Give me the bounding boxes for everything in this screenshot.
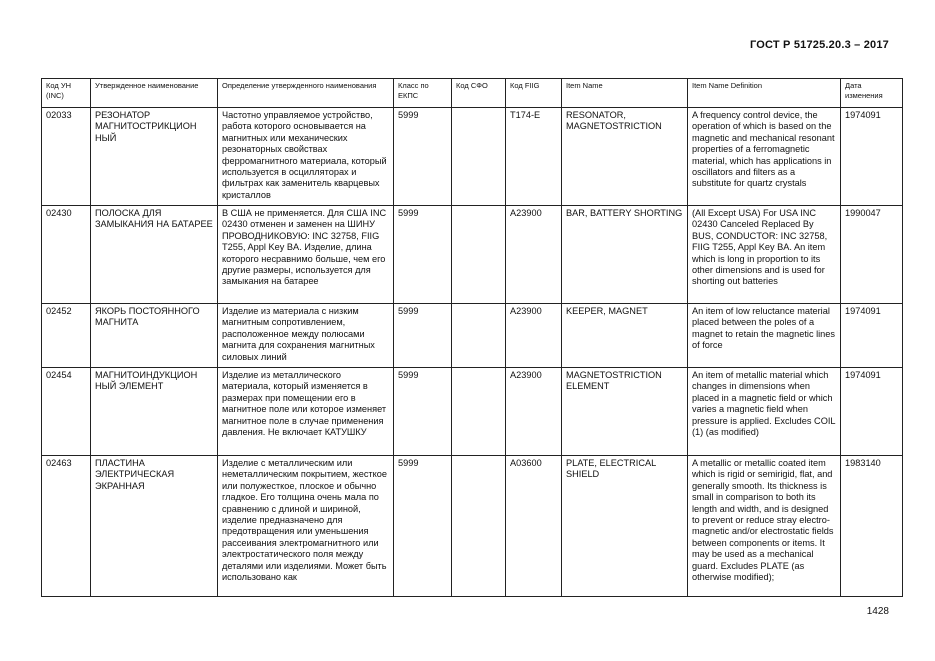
cell-sfo <box>452 456 506 597</box>
col-header-inc: Код УН (INC) <box>42 79 91 108</box>
cell-item-def: An item of metallic material which changes in dimensions when placed in a magnetic field or which varies a magnetic field when pressure is applied. Excludes COIL (1) (as modified) <box>688 368 841 456</box>
col-header-item-def: Item Name Definition <box>688 79 841 108</box>
cell-inc: 02454 <box>42 368 91 456</box>
cell-name-ru: РЕЗОНАТОР МАГНИТОСТРИКЦИОН НЫЙ <box>91 108 218 206</box>
cell-fiig: A23900 <box>506 368 562 456</box>
cell-item-def: A metallic or metallic coated item which is rigid or semirigid, flat, and generally smooth. Its thickness is small in comparison to both its length and width, and is designed to prevent or reduce stray electro-magnetic and/or electrostatic fields between components or items. It may be used as a mechanical guard. Excludes PLATE (as otherwise modified); <box>688 456 841 597</box>
cell-date: 1974091 <box>841 108 903 206</box>
col-header-sfo: Код СФО <box>452 79 506 108</box>
cell-class: 5999 <box>394 368 452 456</box>
cell-name-ru: МАГНИТОИНДУКЦИОН НЫЙ ЭЛЕМЕНТ <box>91 368 218 456</box>
table-row <box>42 456 903 597</box>
cell-item-name: RESONATOR, MAGNETOSTRICTION <box>562 108 688 206</box>
cell-item-name: KEEPER, MAGNET <box>562 304 688 368</box>
cell-fiig: A23900 <box>506 304 562 368</box>
col-header-name-ru: Утвержденное наименование <box>91 79 218 108</box>
cell-inc: 02430 <box>42 206 91 304</box>
col-header-def-ru: Определение утвержденного наименования <box>218 79 394 108</box>
cell-item-def: (All Except USA) For USA INC 02430 Canceled Replaced By BUS, CONDUCTOR: INC 32758, FIIG T255, Appl Key BA. An item which is long in proportion to its other dimensions and is used for shorting out batteries <box>688 206 841 304</box>
col-header-date: Дата изменения <box>841 79 903 108</box>
col-header-class: Класс по ЕКПС <box>394 79 452 108</box>
page-number: 1428 <box>866 606 889 617</box>
cell-fiig: A23900 <box>506 206 562 304</box>
table-row <box>42 108 903 206</box>
cell-item-name: BAR, BATTERY SHORTING <box>562 206 688 304</box>
cell-name-ru: ПОЛОСКА ДЛЯ ЗАМЫКАНИЯ НА БАТАРЕЕ <box>91 206 218 304</box>
cell-date: 1983140 <box>841 456 903 597</box>
cell-sfo <box>452 108 506 206</box>
cell-def-ru: Изделие с металлическим или неметаллическим покрытием, жесткое или полужесткое, плоское и обычно гладкое. Его толщина очень мала по сравнению с длиной и шириной, изделие предназначено для предотвращения или уменьшения рассеивания электромагнитного или электростатического поля между деталями или изделиями. Может быть использовано как <box>218 456 394 597</box>
cell-item-def: An item of low reluctance material placed between the poles of a magnet to retain the magnetic lines of force <box>688 304 841 368</box>
standard-header: ГОСТ Р 51725.20.3 – 2017 <box>749 39 889 51</box>
table-row <box>42 368 903 456</box>
cell-fiig: A03600 <box>506 456 562 597</box>
cell-item-def: A frequency control device, the operation of which is based on the magnetic and mechanical resonant properties of a ferromagnetic material, which has applications in oscillators and filters as a substitute for quartz crystals <box>688 108 841 206</box>
cell-name-ru: ЯКОРЬ ПОСТОЯННОГО МАГНИТА <box>91 304 218 368</box>
cell-def-ru: Изделие из материала с низким магнитным сопротивлением, расположенное между полюсами магнита для сохранения магнитных силовых линий <box>218 304 394 368</box>
cell-item-name: PLATE, ELECTRICAL SHIELD <box>562 456 688 597</box>
table-row <box>42 206 903 304</box>
cell-name-ru: ПЛАСТИНА ЭЛЕКТРИЧЕСКАЯ ЭКРАННАЯ <box>91 456 218 597</box>
catalog-table <box>41 78 903 597</box>
cell-inc: 02033 <box>42 108 91 206</box>
col-header-fiig: Код FIIG <box>506 79 562 108</box>
table-header-row <box>42 79 903 108</box>
cell-class: 5999 <box>394 456 452 597</box>
cell-inc: 02452 <box>42 304 91 368</box>
cell-date: 1974091 <box>841 368 903 456</box>
cell-class: 5999 <box>394 304 452 368</box>
col-header-item-name: Item Name <box>562 79 688 108</box>
cell-def-ru: Частотно управляемое устройство, работа которого основывается на магнитных или механических резонаторных свойствах ферромагнитного материала, который используется в осцилляторах и фильтрах как заменитель кварцевых кристаллов <box>218 108 394 206</box>
cell-def-ru: Изделие из металлического материала, который изменяется в размерах при помещении его в магнитное поле или которое изменяет магнитное поле в случае применения давления. Не включает КАТУШКУ <box>218 368 394 456</box>
cell-date: 1974091 <box>841 304 903 368</box>
cell-sfo <box>452 206 506 304</box>
cell-fiig: T174-E <box>506 108 562 206</box>
cell-inc: 02463 <box>42 456 91 597</box>
cell-item-name: MAGNETOSTRICTION ELEMENT <box>562 368 688 456</box>
cell-sfo <box>452 304 506 368</box>
cell-class: 5999 <box>394 108 452 206</box>
cell-class: 5999 <box>394 206 452 304</box>
cell-date: 1990047 <box>841 206 903 304</box>
cell-sfo <box>452 368 506 456</box>
cell-def-ru: В США не применяется. Для США INC 02430 отменен и заменен на ШИНУ ПРОВОДНИКОВУЮ: INC 32758, FIIG T255, Appl Key BA. Изделие, длина которого несравнимо больше, чем его другие размеры, используется для замыкания на батарее <box>218 206 394 304</box>
table-row <box>42 304 903 368</box>
